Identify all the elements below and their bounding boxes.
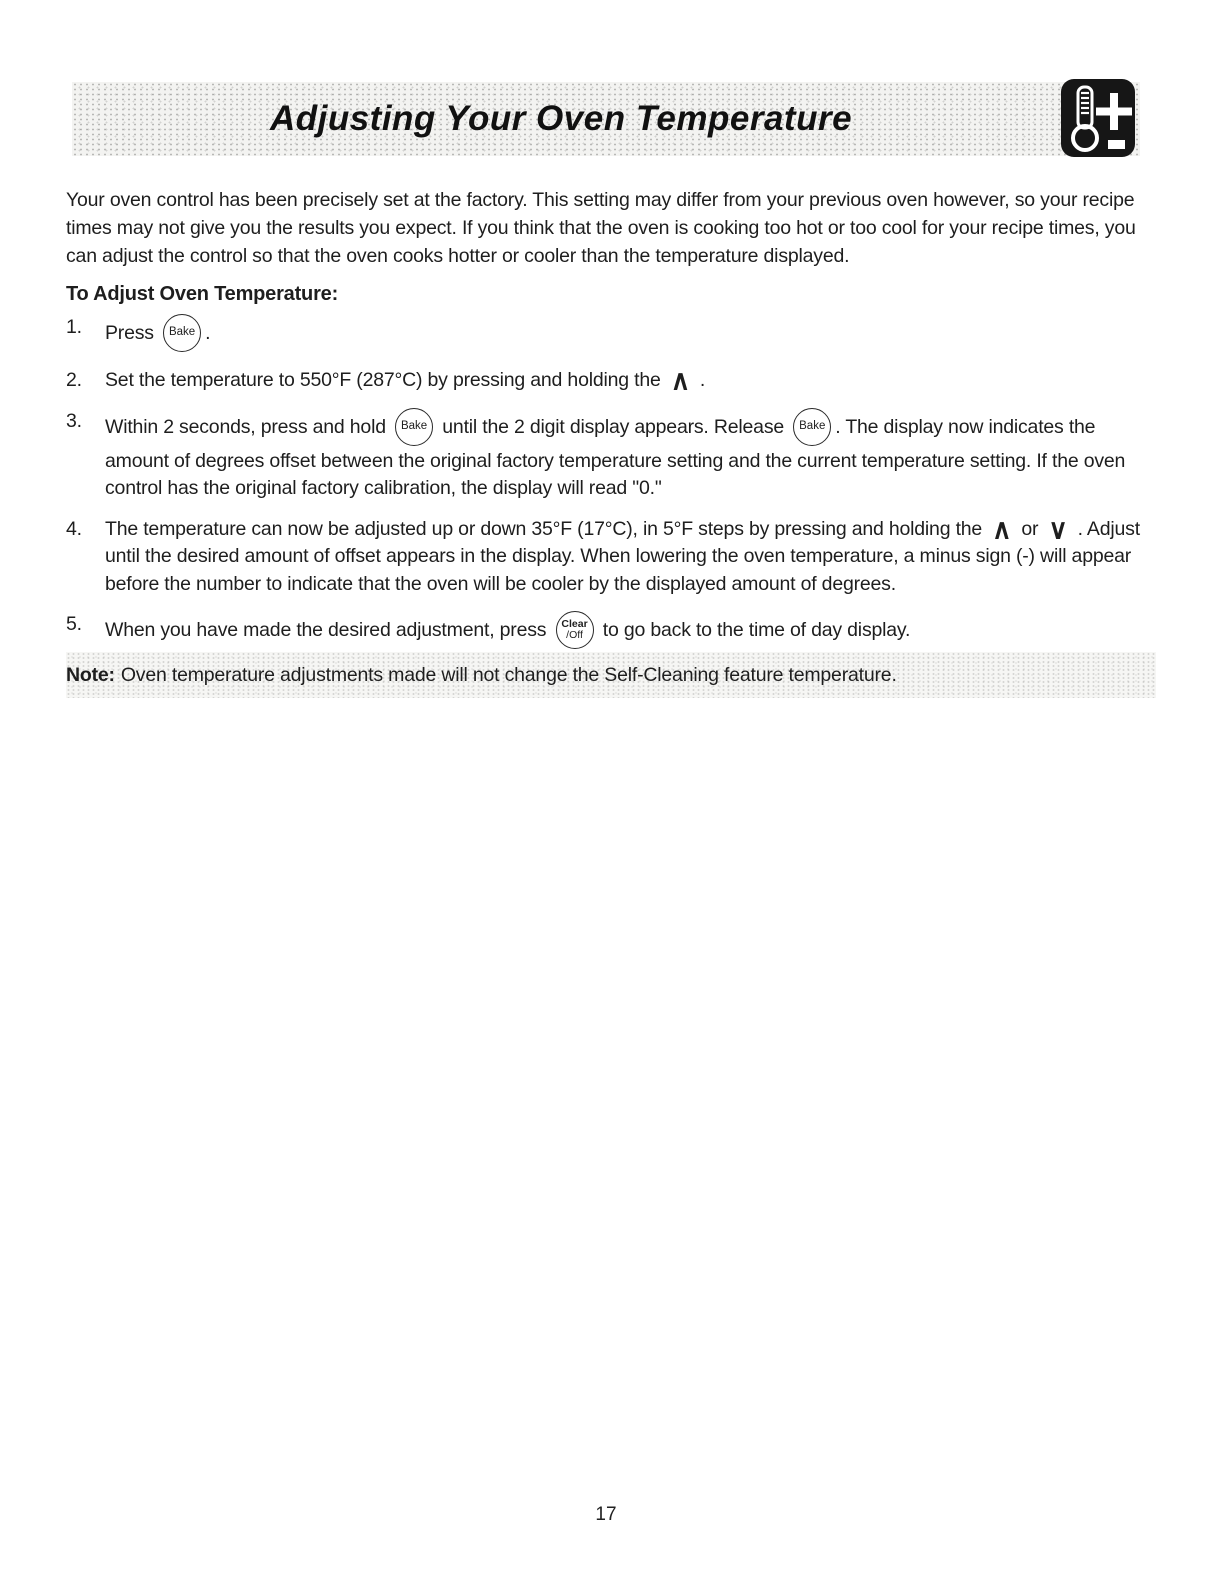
step-text-segment: . The display now indicates the amount of degrees offset between the original factory temperature setting and the current temperature setting. If the oven control has the original factory calibration, the display will read "0."	[105, 415, 1126, 499]
step-text-segment: to go back to the time of day display.	[597, 619, 911, 642]
section-heading: To Adjust Oven Temperature:	[66, 283, 339, 305]
step-text-segment: .	[205, 322, 211, 345]
step-number: 5.	[66, 613, 82, 635]
steps-list	[66, 314, 1154, 664]
step-text-segment: until the 2 digit display appears. Release	[437, 415, 790, 438]
bake-button: Bake	[163, 314, 201, 352]
step-number: 2.	[66, 369, 82, 391]
thermometer-plus-minus-icon	[1060, 78, 1136, 158]
step-text-segment: When you have made the desired adjustment, press	[105, 619, 552, 642]
step-text	[105, 314, 1154, 354]
note-text: Oven temperature adjustments made will not change the Self-Cleaning feature temperature.	[120, 663, 897, 686]
up-arrow-icon: ∧	[992, 512, 1012, 545]
step-item	[66, 408, 1154, 503]
note-bar	[66, 652, 1156, 698]
step-number: 3.	[66, 409, 82, 432]
intro-paragraph: Your oven control has been precisely set at the factory. This setting may differ from your previous oven however, so your recipe times may not give you the results you expect. If you think that the oven is cooking too hot or too cool for your recipe times, you can adjust the control so that the oven cooks hotter or cooler than the temperature displayed.	[66, 189, 1136, 267]
bake-button: Bake	[793, 408, 831, 446]
step-item	[66, 512, 1154, 599]
step-text-segment: The temperature can now be adjusted up or down 35°F (17°C), in 5°F steps by pressing and holding the	[105, 517, 988, 540]
step-text-segment: Press	[105, 322, 160, 345]
step-number: 4.	[66, 517, 82, 540]
step-text-segment: Set the temperature to 550°F (287°C) by pressing and holding the	[105, 369, 666, 391]
step-text-segment: or	[1016, 517, 1044, 540]
banner	[72, 82, 1140, 156]
step-text	[105, 512, 1154, 599]
page-title: Adjusting Your Oven Temperature	[269, 99, 853, 138]
clear-off-button-bottom-label: /Off	[566, 629, 583, 641]
step-number: 1.	[66, 316, 82, 338]
clear-off-button	[556, 611, 594, 649]
note-label: Note:	[66, 663, 115, 686]
step-text-segment: . Adjust until the desired amount of offset appears in the display. When lowering the oven temperature, a minus sign (-) will appear before the number to indicate that the oven will be cooler by the displayed amount of degrees.	[105, 517, 1140, 595]
step-text	[105, 364, 1154, 396]
step-item	[66, 364, 1154, 396]
page-number: 17	[595, 1504, 617, 1525]
step-text	[105, 408, 1154, 503]
step-text-segment: .	[694, 369, 706, 391]
up-arrow-icon: ∧	[670, 364, 690, 396]
step-text-segment: Within 2 seconds, press and hold	[105, 415, 392, 438]
step-item	[66, 611, 1154, 651]
bake-button: Bake	[395, 408, 433, 446]
step-item	[66, 314, 1154, 354]
down-arrow-icon: ∨	[1048, 512, 1068, 545]
step-text	[105, 611, 1154, 651]
clear-off-button-top-label: Clear	[561, 618, 588, 630]
